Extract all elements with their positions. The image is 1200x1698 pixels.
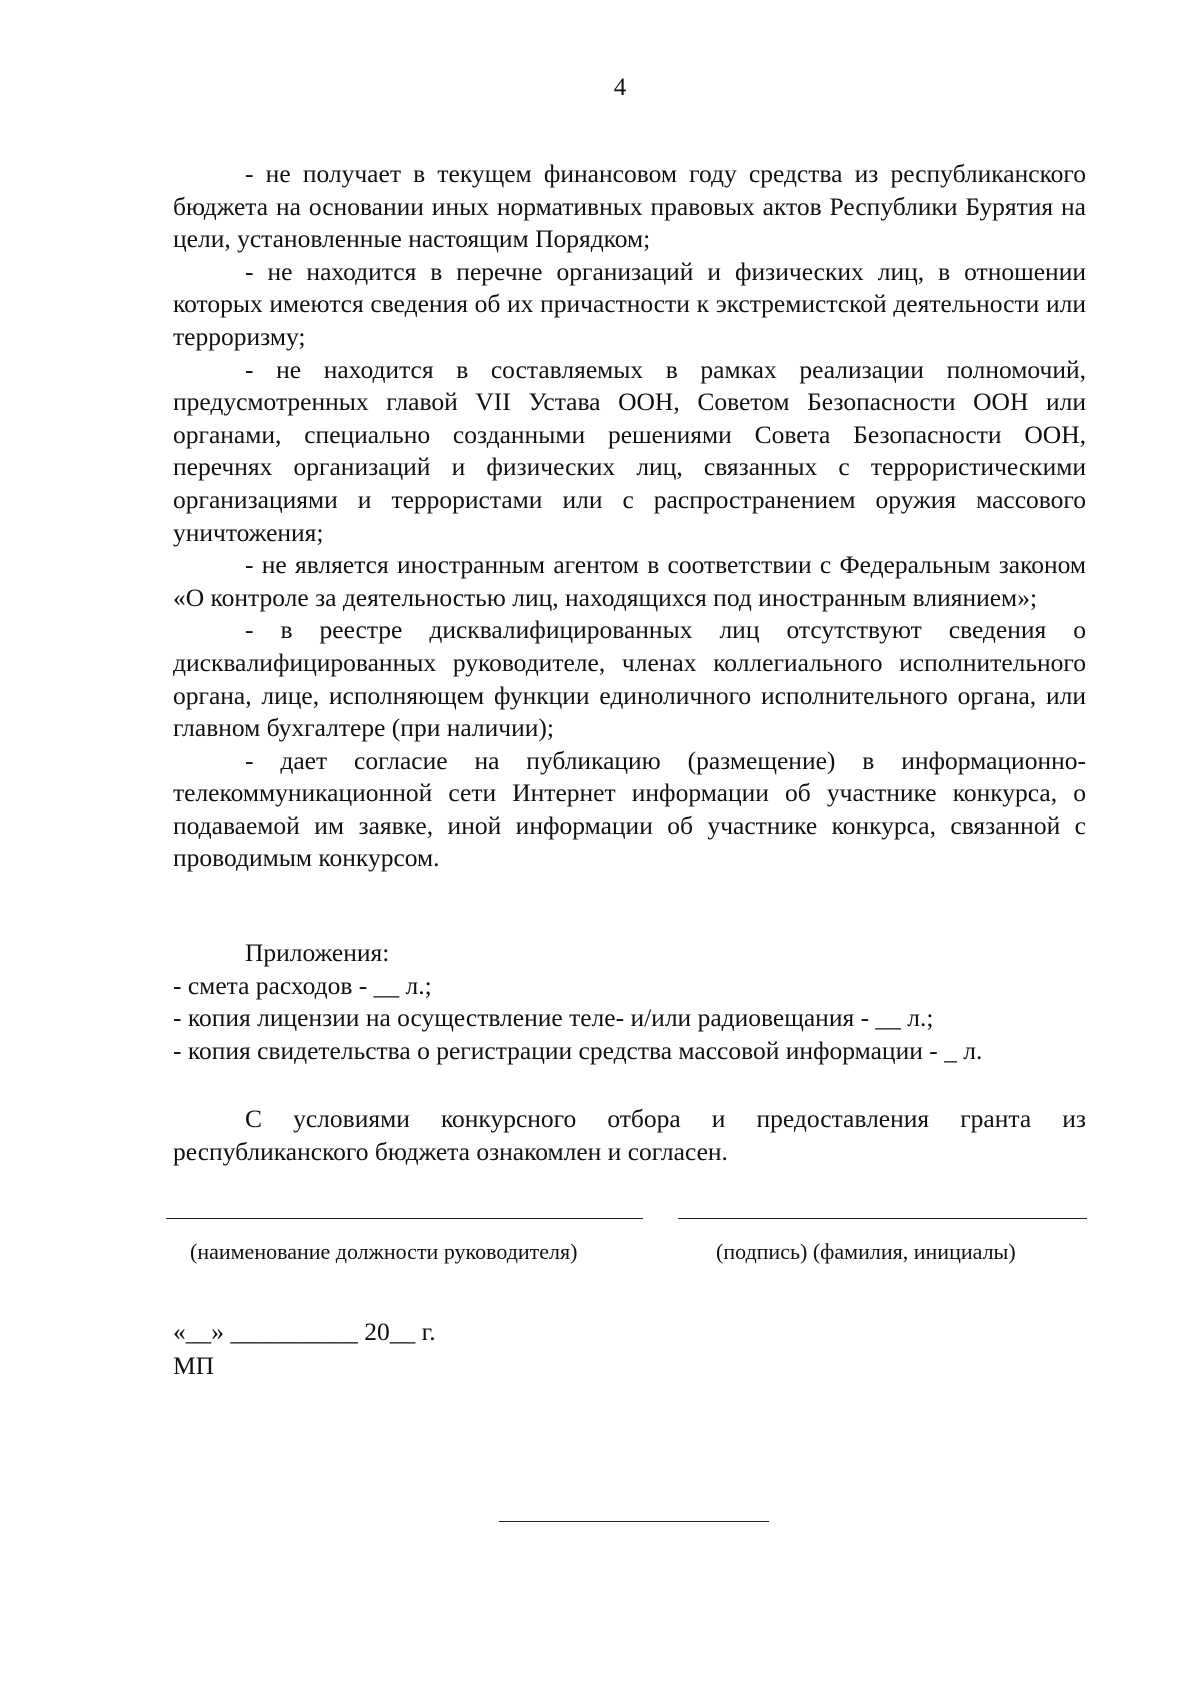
position-caption: (наименование должности руководителя) — [190, 1239, 578, 1264]
end-of-document-rule — [499, 1521, 769, 1522]
agreement-statement: С условиями конкурсного отбора и предоставления гранта из республиканского бюджета ознакомлен и согласен. — [173, 1104, 1086, 1166]
appendix-section — [173, 937, 1086, 1067]
appendix-item: - копия лицензии на осуществление теле- и/или радиовещания - __ л.; — [173, 1003, 934, 1033]
requirement-paragraph: - в реестре дисквалифицированных лиц отсутствуют сведения о дисквалифицированных руководителе, членах коллегиального исполнительного органа, лице, исполняющем функции единоличного исполнительного органа, или главном бухгалтере (при наличии); — [173, 615, 1086, 743]
signature-name-caption: (подпись) (фамилия, инициалы) — [716, 1239, 1016, 1264]
requirement-paragraph: - дает согласие на публикацию (размещение) в информационно-телекоммуникационной сети Интернет информации об участнике конкурса, о подаваемой им заявке, иной информации об участнике конкурса, связанной с проводимым конкурсом. — [173, 745, 1086, 873]
date-line: «__» __________ 20__ г. — [173, 1317, 436, 1346]
appendix-title: Приложения: — [245, 938, 390, 967]
requirement-paragraph: - не получает в текущем финансовом году средства из республиканского бюджета на основании иных нормативных правовых актов Республики Бурятия на цели, установленные настоящим Порядком; — [173, 159, 1086, 254]
position-signature-line — [166, 1218, 643, 1219]
requirement-paragraph: - не находится в составляемых в рамках реализации полномочий, предусмотренных главой VII Устава ООН, Советом Безопасности ООН или органами, специально созданными решениями Совета Безопасности ООН, перечнях организаций и физических лиц, связанных с террористическими организациями и террористами или с распространением оружия массового уничтожения; — [173, 354, 1086, 547]
page-number: 4 — [613, 74, 627, 101]
appendix-item: - смета расходов - __ л.; — [173, 970, 432, 1000]
requirement-paragraph: - не является иностранным агентом в соответствии с Федеральным законом «О контроле за деятельностью лиц, находящихся под иностранным влиянием»; — [173, 550, 1086, 612]
stamp-label: МП — [173, 1351, 215, 1380]
appendix-item: - копия свидетельства о регистрации средства массовой информации - _ л. — [173, 1035, 983, 1065]
signature-name-line — [678, 1218, 1087, 1219]
requirements-list — [173, 158, 1086, 875]
requirement-paragraph: - не находится в перечне организаций и физических лиц, в отношении которых имеются сведения об их причастности к экстремистской деятельности или терроризму; — [173, 256, 1086, 351]
